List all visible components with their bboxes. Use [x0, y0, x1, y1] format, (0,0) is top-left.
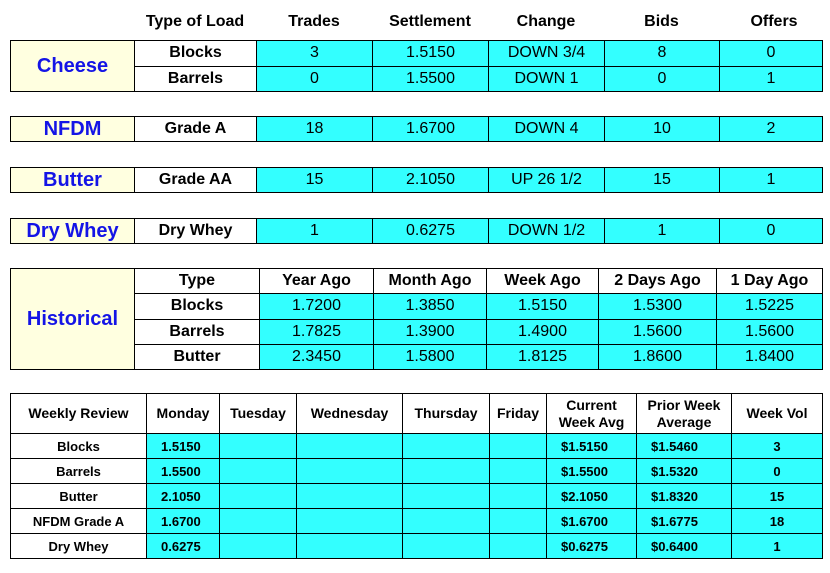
historical-header-month-ago: Month Ago: [374, 269, 487, 294]
nfdm-table: [10, 116, 823, 142]
butter-table: [10, 167, 823, 193]
historical-value: 1.7825: [260, 319, 374, 344]
weekly-header-current-week-avg: Current Week Avg: [547, 394, 637, 434]
weekly-friday: [490, 484, 547, 509]
cheese-change: DOWN 3/4: [489, 41, 605, 67]
cheese-settlement: 1.5150: [373, 41, 489, 67]
cheese-type: Blocks: [135, 41, 257, 67]
cheese-change: DOWN 1: [489, 66, 605, 92]
weekly-header-wednesday: Wednesday: [297, 394, 403, 434]
weekly-wednesday: [297, 434, 403, 459]
historical-value: 1.5300: [599, 294, 717, 319]
weekly-friday: [490, 434, 547, 459]
weekly-row-label: Barrels: [11, 459, 147, 484]
drywhey-label: Dry Whey: [11, 219, 135, 244]
weekly-prior-avg: $0.6400: [637, 534, 732, 559]
nfdm-trades: 18: [257, 117, 373, 142]
nfdm-type: Grade A: [135, 117, 257, 142]
weekly-thursday: [403, 434, 490, 459]
nfdm-offers: 2: [720, 117, 823, 142]
weekly-monday: 0.6275: [147, 534, 220, 559]
historical-value: 1.3850: [374, 294, 487, 319]
historical-label: Historical: [11, 269, 135, 370]
header-bids: Bids: [644, 13, 679, 30]
cheese-settlement: 1.5500: [373, 66, 489, 92]
cheese-offers: 1: [720, 66, 823, 92]
weekly-prior-avg: $1.6775: [637, 509, 732, 534]
weekly-current-avg: $1.5500: [547, 459, 637, 484]
nfdm-settlement: 1.6700: [373, 117, 489, 142]
cheese-bids: 8: [605, 41, 720, 67]
weekly-friday: [490, 534, 547, 559]
historical-value: 1.4900: [487, 319, 599, 344]
header-settlement: Settlement: [389, 13, 471, 30]
historical-header-2-days-ago: 2 Days Ago: [599, 269, 717, 294]
weekly-monday: 1.6700: [147, 509, 220, 534]
weekly-wednesday: [297, 484, 403, 509]
drywhey-settlement: 0.6275: [373, 219, 489, 244]
historical-value: 1.5225: [717, 294, 823, 319]
weekly-friday: [490, 459, 547, 484]
weekly-prior-avg: $1.8320: [637, 484, 732, 509]
weekly-row-label: Dry Whey: [11, 534, 147, 559]
historical-row-type: Butter: [135, 344, 260, 369]
weekly-monday: 1.5150: [147, 434, 220, 459]
header-change: Change: [516, 13, 576, 30]
weekly-prior-avg: $1.5320: [637, 459, 732, 484]
cheese-type: Barrels: [135, 66, 257, 92]
butter-bids: 15: [605, 168, 720, 193]
cheese-bids: 0: [605, 66, 720, 92]
weekly-thursday: [403, 509, 490, 534]
weekly-row-label: Butter: [11, 484, 147, 509]
historical-header-year-ago: Year Ago: [260, 269, 374, 294]
weekly-row-label: Blocks: [11, 434, 147, 459]
historical-table: [10, 268, 823, 370]
historical-value: 1.3900: [374, 319, 487, 344]
historical-value: 1.5150: [487, 294, 599, 319]
historical-header-week-ago: Week Ago: [487, 269, 599, 294]
weekly-vol: 0: [732, 459, 823, 484]
weekly-vol: 3: [732, 434, 823, 459]
historical-value: 1.5600: [717, 319, 823, 344]
weekly-current-avg: $2.1050: [547, 484, 637, 509]
weekly-header-prior-week-average: Prior Week Average: [637, 394, 732, 434]
butter-trades: 15: [257, 168, 373, 193]
weekly-monday: 1.5500: [147, 459, 220, 484]
weekly-review-table: [10, 393, 823, 559]
weekly-tuesday: [220, 459, 297, 484]
drywhey-offers: 0: [720, 219, 823, 244]
butter-type: Grade AA: [135, 168, 257, 193]
cheese-label: Cheese: [11, 41, 135, 92]
drywhey-bids: 1: [605, 219, 720, 244]
historical-value: 1.7200: [260, 294, 374, 319]
cheese-trades: 3: [257, 41, 373, 67]
weekly-thursday: [403, 484, 490, 509]
weekly-header-thursday: Thursday: [403, 394, 490, 434]
butter-settlement: 2.1050: [373, 168, 489, 193]
nfdm-label: NFDM: [11, 117, 135, 142]
weekly-current-avg: $0.6275: [547, 534, 637, 559]
weekly-friday: [490, 509, 547, 534]
butter-label: Butter: [11, 168, 135, 193]
weekly-tuesday: [220, 484, 297, 509]
historical-value: 1.5800: [374, 344, 487, 369]
header-type-of-load: Type of Load: [145, 13, 245, 30]
historical-header-1-day-ago: 1 Day Ago: [717, 269, 823, 294]
historical-value: 1.5600: [599, 319, 717, 344]
weekly-wednesday: [297, 509, 403, 534]
weekly-wednesday: [297, 534, 403, 559]
weekly-row-label: NFDM Grade A: [11, 509, 147, 534]
cheese-trades: 0: [257, 66, 373, 92]
weekly-header-week-vol: Week Vol: [732, 394, 823, 434]
butter-offers: 1: [720, 168, 823, 193]
drywhey-change: DOWN 1/2: [489, 219, 605, 244]
weekly-header-tuesday: Tuesday: [220, 394, 297, 434]
drywhey-table: [10, 218, 823, 244]
weekly-thursday: [403, 459, 490, 484]
weekly-header-label: Weekly Review: [11, 394, 147, 434]
weekly-header-friday: Friday: [490, 394, 547, 434]
weekly-prior-avg: $1.5460: [637, 434, 732, 459]
weekly-vol: 1: [732, 534, 823, 559]
market-header: [134, 10, 829, 34]
historical-value: 1.8600: [599, 344, 717, 369]
historical-header-type: Type: [135, 269, 260, 294]
cheese-offers: 0: [720, 41, 823, 67]
drywhey-type: Dry Whey: [135, 219, 257, 244]
historical-row-type: Barrels: [135, 319, 260, 344]
header-trades: Trades: [288, 13, 340, 30]
weekly-tuesday: [220, 509, 297, 534]
historical-row-type: Blocks: [135, 294, 260, 319]
butter-change: UP 26 1/2: [489, 168, 605, 193]
drywhey-trades: 1: [257, 219, 373, 244]
historical-value: 2.3450: [260, 344, 374, 369]
weekly-current-avg: $1.6700: [547, 509, 637, 534]
cheese-table: [10, 40, 823, 92]
nfdm-change: DOWN 4: [489, 117, 605, 142]
weekly-vol: 18: [732, 509, 823, 534]
historical-value: 1.8400: [717, 344, 823, 369]
header-offers: Offers: [750, 13, 798, 30]
weekly-current-avg: $1.5150: [547, 434, 637, 459]
weekly-wednesday: [297, 459, 403, 484]
weekly-vol: 15: [732, 484, 823, 509]
weekly-header-monday: Monday: [147, 394, 220, 434]
weekly-tuesday: [220, 534, 297, 559]
historical-value: 1.8125: [487, 344, 599, 369]
nfdm-bids: 10: [605, 117, 720, 142]
weekly-thursday: [403, 534, 490, 559]
weekly-tuesday: [220, 434, 297, 459]
weekly-monday: 2.1050: [147, 484, 220, 509]
